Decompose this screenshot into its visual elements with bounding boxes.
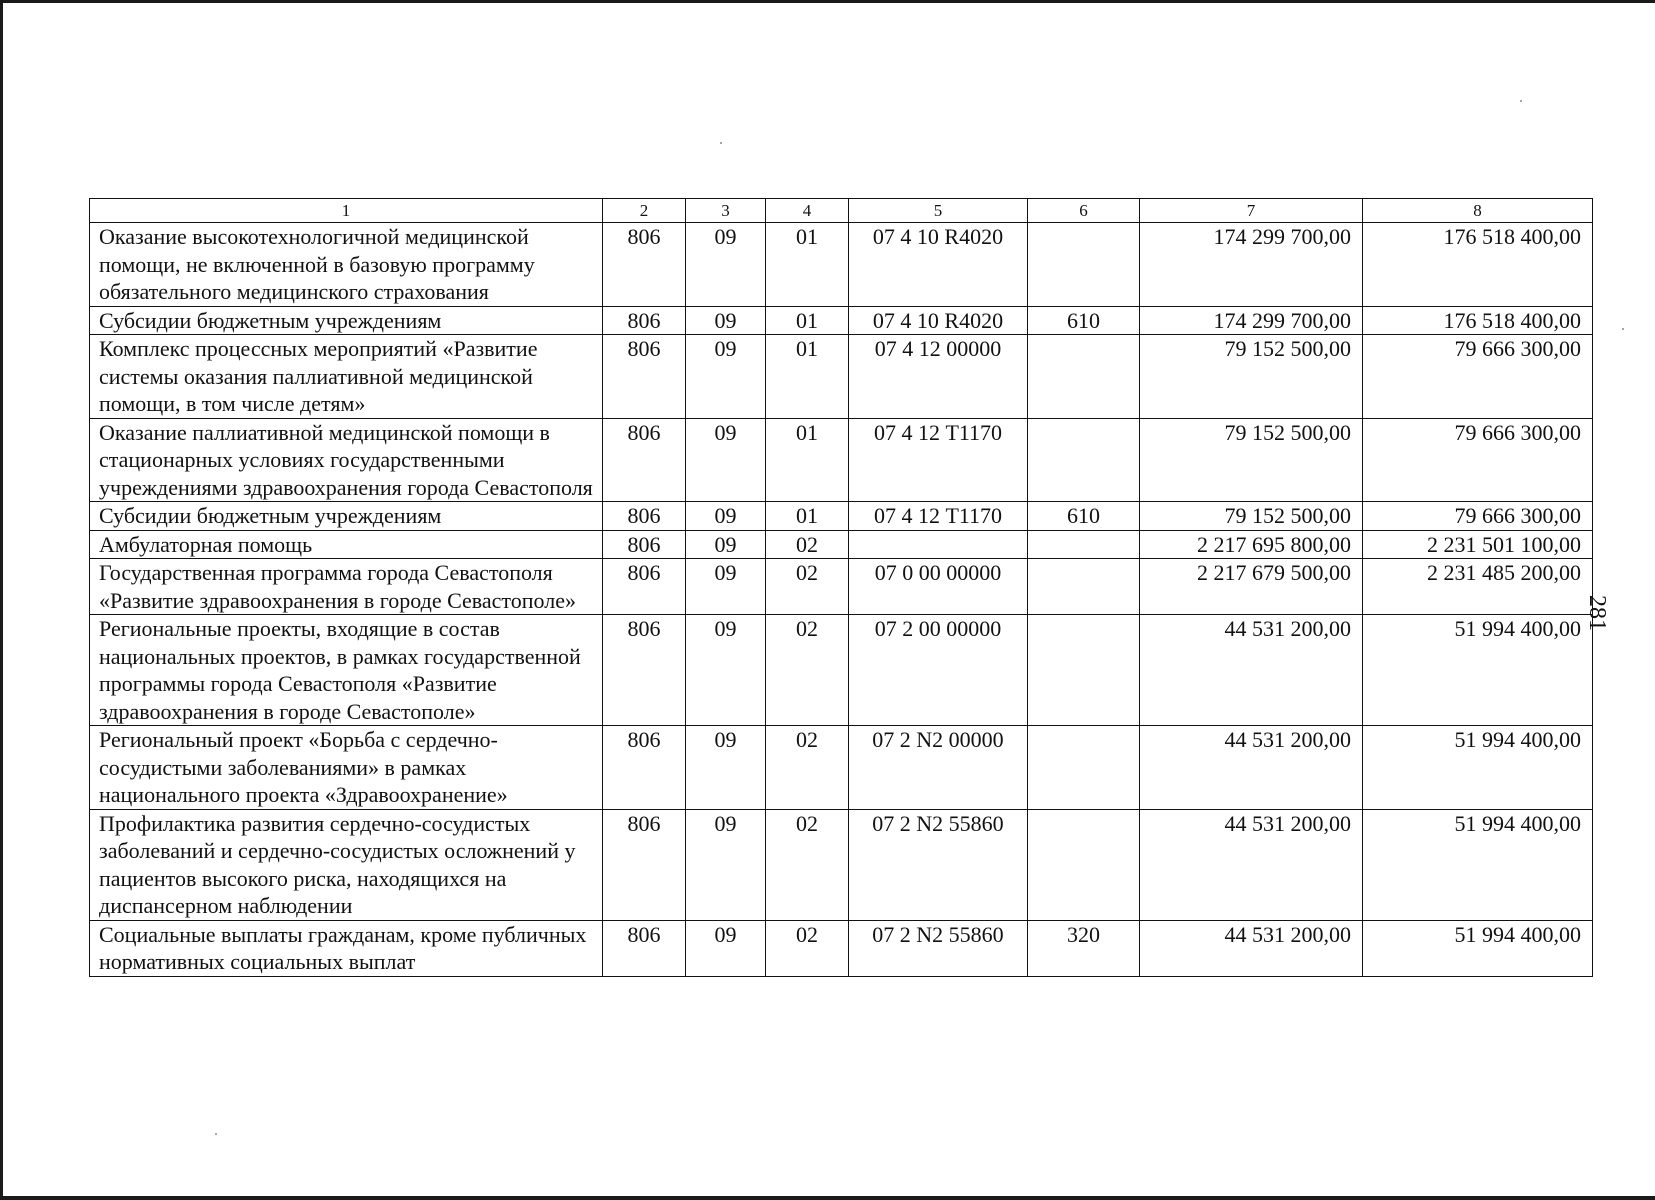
col-6-cell bbox=[1028, 335, 1140, 419]
row-name: Региональный проект «Борьба с сердечно-сосудистыми заболеваниями» в рамках национального проекта «Здравоохранение» bbox=[90, 726, 603, 810]
row-name: Оказание высокотехнологичной медицинской помощи, не включенной в базовую программу обязательного медицинского страхования bbox=[90, 223, 603, 307]
col-7-amount: 44 531 200,00 bbox=[1140, 809, 1363, 920]
col-2-cell: 806 bbox=[603, 335, 686, 419]
header-cell: 4 bbox=[766, 199, 849, 223]
col-5-cell: 07 4 12 Т1170 bbox=[849, 502, 1028, 531]
scan-speck bbox=[1520, 100, 1522, 102]
header-cell: 6 bbox=[1028, 199, 1140, 223]
col-5-cell: 07 4 10 R4020 bbox=[849, 306, 1028, 335]
header-cell: 1 bbox=[90, 199, 603, 223]
col-3-cell: 09 bbox=[686, 809, 766, 920]
header-cell: 5 bbox=[849, 199, 1028, 223]
row-name: Социальные выплаты гражданам, кроме публичных нормативных социальных выплат bbox=[90, 920, 603, 976]
table-row bbox=[90, 559, 1593, 615]
col-3-cell: 09 bbox=[686, 530, 766, 559]
row-name: Профилактика развития сердечно-сосудистых заболеваний и сердечно-сосудистых осложнений у пациентов высокого риска, находящихся на диспансерном наблюдении bbox=[90, 809, 603, 920]
row-name: Комплекс процессных мероприятий «Развитие системы оказания паллиативной медицинской помощи, в том числе детям» bbox=[90, 335, 603, 419]
col-3-cell: 09 bbox=[686, 726, 766, 810]
col-7-amount: 44 531 200,00 bbox=[1140, 726, 1363, 810]
col-4-cell: 02 bbox=[766, 920, 849, 976]
table-row bbox=[90, 726, 1593, 810]
col-4-cell: 01 bbox=[766, 502, 849, 531]
col-2-cell: 806 bbox=[603, 809, 686, 920]
col-6-cell: 320 bbox=[1028, 920, 1140, 976]
col-8-amount: 51 994 400,00 bbox=[1363, 726, 1593, 810]
table-row bbox=[90, 615, 1593, 726]
table-row bbox=[90, 502, 1593, 531]
col-7-amount: 44 531 200,00 bbox=[1140, 615, 1363, 726]
col-3-cell: 09 bbox=[686, 223, 766, 307]
col-2-cell: 806 bbox=[603, 726, 686, 810]
col-2-cell: 806 bbox=[603, 530, 686, 559]
col-4-cell: 02 bbox=[766, 530, 849, 559]
col-8-amount: 79 666 300,00 bbox=[1363, 502, 1593, 531]
col-6-cell: 610 bbox=[1028, 306, 1140, 335]
col-4-cell: 02 bbox=[766, 615, 849, 726]
col-8-amount: 2 231 501 100,00 bbox=[1363, 530, 1593, 559]
col-5-cell: 07 4 12 00000 bbox=[849, 335, 1028, 419]
col-4-cell: 02 bbox=[766, 809, 849, 920]
col-6-cell bbox=[1028, 726, 1140, 810]
table-row bbox=[90, 530, 1593, 559]
scan-border-left bbox=[0, 0, 3, 1200]
col-3-cell: 09 bbox=[686, 418, 766, 502]
col-4-cell: 01 bbox=[766, 418, 849, 502]
row-name: Амбулаторная помощь bbox=[90, 530, 603, 559]
table-row bbox=[90, 418, 1593, 502]
col-7-amount: 79 152 500,00 bbox=[1140, 335, 1363, 419]
col-2-cell: 806 bbox=[603, 418, 686, 502]
col-4-cell: 01 bbox=[766, 335, 849, 419]
scan-border-bottom bbox=[0, 1196, 1655, 1200]
col-4-cell: 02 bbox=[766, 726, 849, 810]
col-6-cell bbox=[1028, 418, 1140, 502]
col-7-amount: 174 299 700,00 bbox=[1140, 306, 1363, 335]
col-4-cell: 01 bbox=[766, 306, 849, 335]
budget-table bbox=[89, 198, 1593, 977]
col-2-cell: 806 bbox=[603, 920, 686, 976]
col-3-cell: 09 bbox=[686, 335, 766, 419]
col-5-cell: 07 2 N2 55860 bbox=[849, 920, 1028, 976]
col-8-amount: 176 518 400,00 bbox=[1363, 223, 1593, 307]
col-7-amount: 79 152 500,00 bbox=[1140, 502, 1363, 531]
header-cell: 7 bbox=[1140, 199, 1363, 223]
table-row bbox=[90, 223, 1593, 307]
page-number: 281 bbox=[1584, 595, 1610, 631]
col-6-cell bbox=[1028, 809, 1140, 920]
col-5-cell: 07 4 12 Т1170 bbox=[849, 418, 1028, 502]
col-6-cell bbox=[1028, 530, 1140, 559]
col-8-amount: 79 666 300,00 bbox=[1363, 418, 1593, 502]
col-5-cell: 07 2 N2 55860 bbox=[849, 809, 1028, 920]
scan-speck bbox=[1622, 328, 1624, 330]
col-7-amount: 79 152 500,00 bbox=[1140, 418, 1363, 502]
table-row bbox=[90, 809, 1593, 920]
table-row bbox=[90, 920, 1593, 976]
col-3-cell: 09 bbox=[686, 502, 766, 531]
col-3-cell: 09 bbox=[686, 306, 766, 335]
table-row bbox=[90, 335, 1593, 419]
col-7-amount: 44 531 200,00 bbox=[1140, 920, 1363, 976]
row-name: Субсидии бюджетным учреждениям bbox=[90, 306, 603, 335]
col-5-cell: 07 2 00 00000 bbox=[849, 615, 1028, 726]
col-5-cell: 07 2 N2 00000 bbox=[849, 726, 1028, 810]
col-8-amount: 176 518 400,00 bbox=[1363, 306, 1593, 335]
col-5-cell: 07 0 00 00000 bbox=[849, 559, 1028, 615]
col-2-cell: 806 bbox=[603, 306, 686, 335]
col-8-amount: 2 231 485 200,00 bbox=[1363, 559, 1593, 615]
col-3-cell: 09 bbox=[686, 559, 766, 615]
col-6-cell bbox=[1028, 223, 1140, 307]
scan-border-top bbox=[0, 0, 1655, 3]
col-3-cell: 09 bbox=[686, 615, 766, 726]
row-name: Государственная программа города Севастополя «Развитие здравоохранения в городе Севастополе» bbox=[90, 559, 603, 615]
col-6-cell: 610 bbox=[1028, 502, 1140, 531]
col-2-cell: 806 bbox=[603, 223, 686, 307]
header-cell: 2 bbox=[603, 199, 686, 223]
row-name: Региональные проекты, входящие в состав национальных проектов, в рамках государственной программы города Севастополя «Развитие здравоохранения в городе Севастополе» bbox=[90, 615, 603, 726]
row-name: Субсидии бюджетным учреждениям bbox=[90, 502, 603, 531]
col-7-amount: 2 217 695 800,00 bbox=[1140, 530, 1363, 559]
row-name: Оказание паллиативной медицинской помощи в стационарных условиях государственными учреждениями здравоохранения города Севастополя bbox=[90, 418, 603, 502]
col-4-cell: 02 bbox=[766, 559, 849, 615]
col-4-cell: 01 bbox=[766, 223, 849, 307]
col-7-amount: 2 217 679 500,00 bbox=[1140, 559, 1363, 615]
scan-speck bbox=[720, 142, 722, 144]
col-7-amount: 174 299 700,00 bbox=[1140, 223, 1363, 307]
col-3-cell: 09 bbox=[686, 920, 766, 976]
scan-speck bbox=[215, 1133, 217, 1135]
col-8-amount: 51 994 400,00 bbox=[1363, 920, 1593, 976]
col-2-cell: 806 bbox=[603, 615, 686, 726]
header-cell: 3 bbox=[686, 199, 766, 223]
col-6-cell bbox=[1028, 615, 1140, 726]
col-5-cell bbox=[849, 530, 1028, 559]
col-8-amount: 51 994 400,00 bbox=[1363, 615, 1593, 726]
col-8-amount: 51 994 400,00 bbox=[1363, 809, 1593, 920]
col-2-cell: 806 bbox=[603, 502, 686, 531]
table-header-row bbox=[90, 199, 1593, 223]
table-row bbox=[90, 306, 1593, 335]
header-cell: 8 bbox=[1363, 199, 1593, 223]
col-2-cell: 806 bbox=[603, 559, 686, 615]
col-5-cell: 07 4 10 R4020 bbox=[849, 223, 1028, 307]
col-8-amount: 79 666 300,00 bbox=[1363, 335, 1593, 419]
col-6-cell bbox=[1028, 559, 1140, 615]
